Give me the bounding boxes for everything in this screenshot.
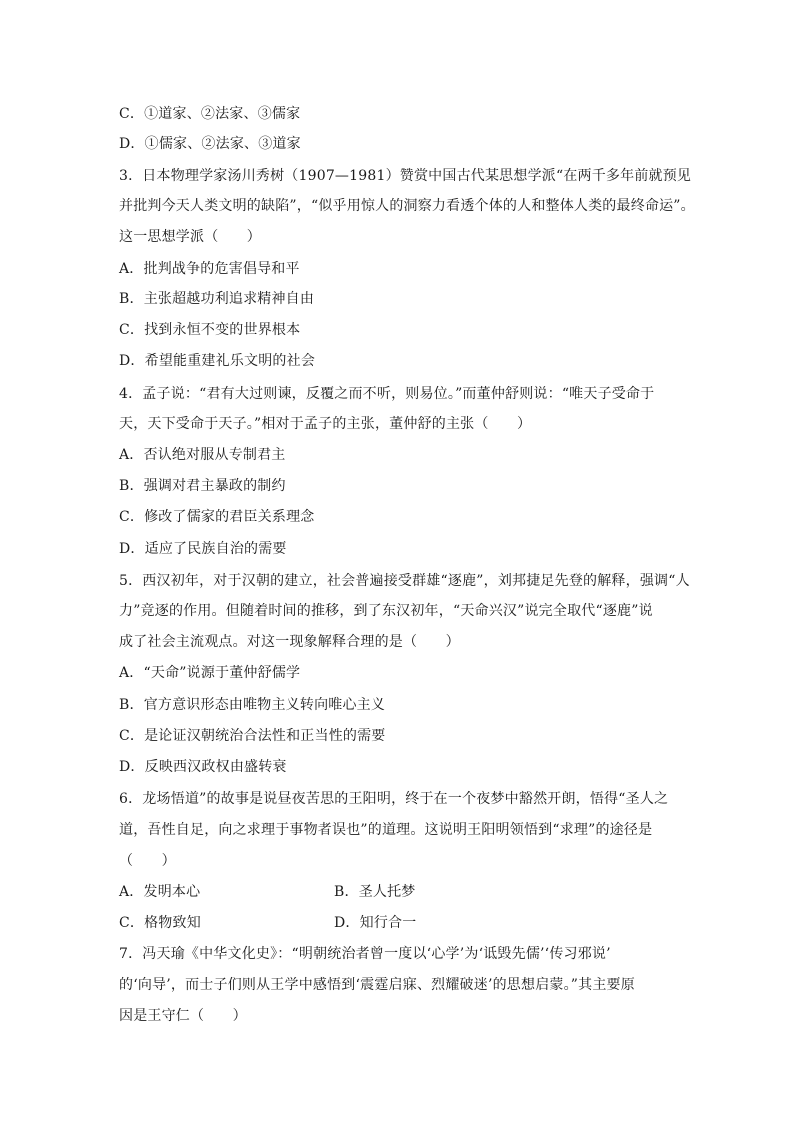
question-3-stem-line-3: 这一思想学派（ ） [119, 229, 261, 245]
option-6b: B．圣人托梦 [334, 884, 416, 900]
question-7-stem-line-3: 因是王守仁（ ） [119, 1008, 247, 1024]
question-5-stem-line-3: 成了社会主流观点。对这一现象解释合理的是（ ） [119, 634, 460, 650]
question-3-stem-line-1: 3．日本物理学家汤川秀树（1907—1981）赞赏中国古代某思想学派“在两千多年前就预见 [119, 168, 692, 184]
option-5b: B．官方意识形态由唯物主义转向唯心主义 [119, 697, 386, 713]
option-6a: A．发明本心 [119, 884, 201, 900]
question-6-stem-line-2: 道，吾性自足，向之求理于事物者误也”的道理。这说明王阳明领悟到“求理”的途径是 [119, 822, 653, 838]
question-3-stem-line-2: 并批判今天人类文明的缺陷”，“似乎用惊人的洞察力看透个体的人和整体人类的最终命运”。 [119, 198, 695, 214]
question-4-stem-line-1: 4．孟子说：“君有大过则谏，反覆之而不听，则易位。”而董仲舒则说：“唯天子受命于 [119, 386, 655, 402]
option-2d: D．①儒家、②法家、③道家 [119, 136, 301, 152]
option-3b: B．主张超越功利追求精神自由 [119, 291, 315, 307]
option-6d: D．知行合一 [334, 915, 417, 931]
question-4-stem-line-2: 天，天下受命于天子。”相对于孟子的主张，董仲舒的主张（ ） [119, 416, 532, 432]
question-5-stem-line-2: 力”竞逐的作用。但随着时间的推移，到了东汉初年，“天命兴汉”说完全取代“逐鹿”说 [119, 603, 653, 619]
option-3a: A．批判战争的危害倡导和平 [119, 261, 300, 277]
option-5c: C．是论证汉朝统治合法性和正当性的需要 [119, 728, 386, 744]
option-3c: C．找到永恒不变的世界根本 [119, 322, 301, 338]
question-5-stem-line-1: 5．西汉初年，对于汉朝的建立，社会普遍接受群雄“逐鹿”，刘邦捷足先登的解释，强调“人 [119, 573, 690, 589]
question-7-stem-line-1: 7．冯天瑜《中华文化史》：“明朝统治者曾一度以‘心学’为‘诋毁先儒’‘传习邪说’ [119, 946, 611, 962]
option-2c: C．①道家、②法家、③儒家 [119, 106, 301, 122]
option-5a: A．“天命”说源于董仲舒儒学 [119, 665, 301, 681]
option-4c: C．修改了儒家的君臣关系理念 [119, 509, 315, 525]
question-6-stem-line-3: （ ） [119, 853, 176, 869]
option-3d: D．希望能重建礼乐文明的社会 [119, 353, 316, 369]
option-5d: D．反映西汉政权由盛转衰 [119, 759, 287, 775]
option-6c: C．格物致知 [119, 915, 201, 931]
option-4d: D．适应了民族自治的需要 [119, 541, 287, 557]
question-7-stem-line-2: 的‘向导’，而士子们则从王学中感悟到‘震霆启寐、烈耀破迷’的思想启蒙。”其主要原 [119, 977, 635, 993]
option-4b: B．强调对君主暴政的制约 [119, 478, 286, 494]
option-4a: A．否认绝对服从专制君主 [119, 447, 286, 463]
question-6-stem-line-1: 6．龙场悟道”的故事是说昼夜苦思的王阳明，终于在一个夜梦中豁然开朗，悟得“圣人之 [119, 791, 669, 807]
